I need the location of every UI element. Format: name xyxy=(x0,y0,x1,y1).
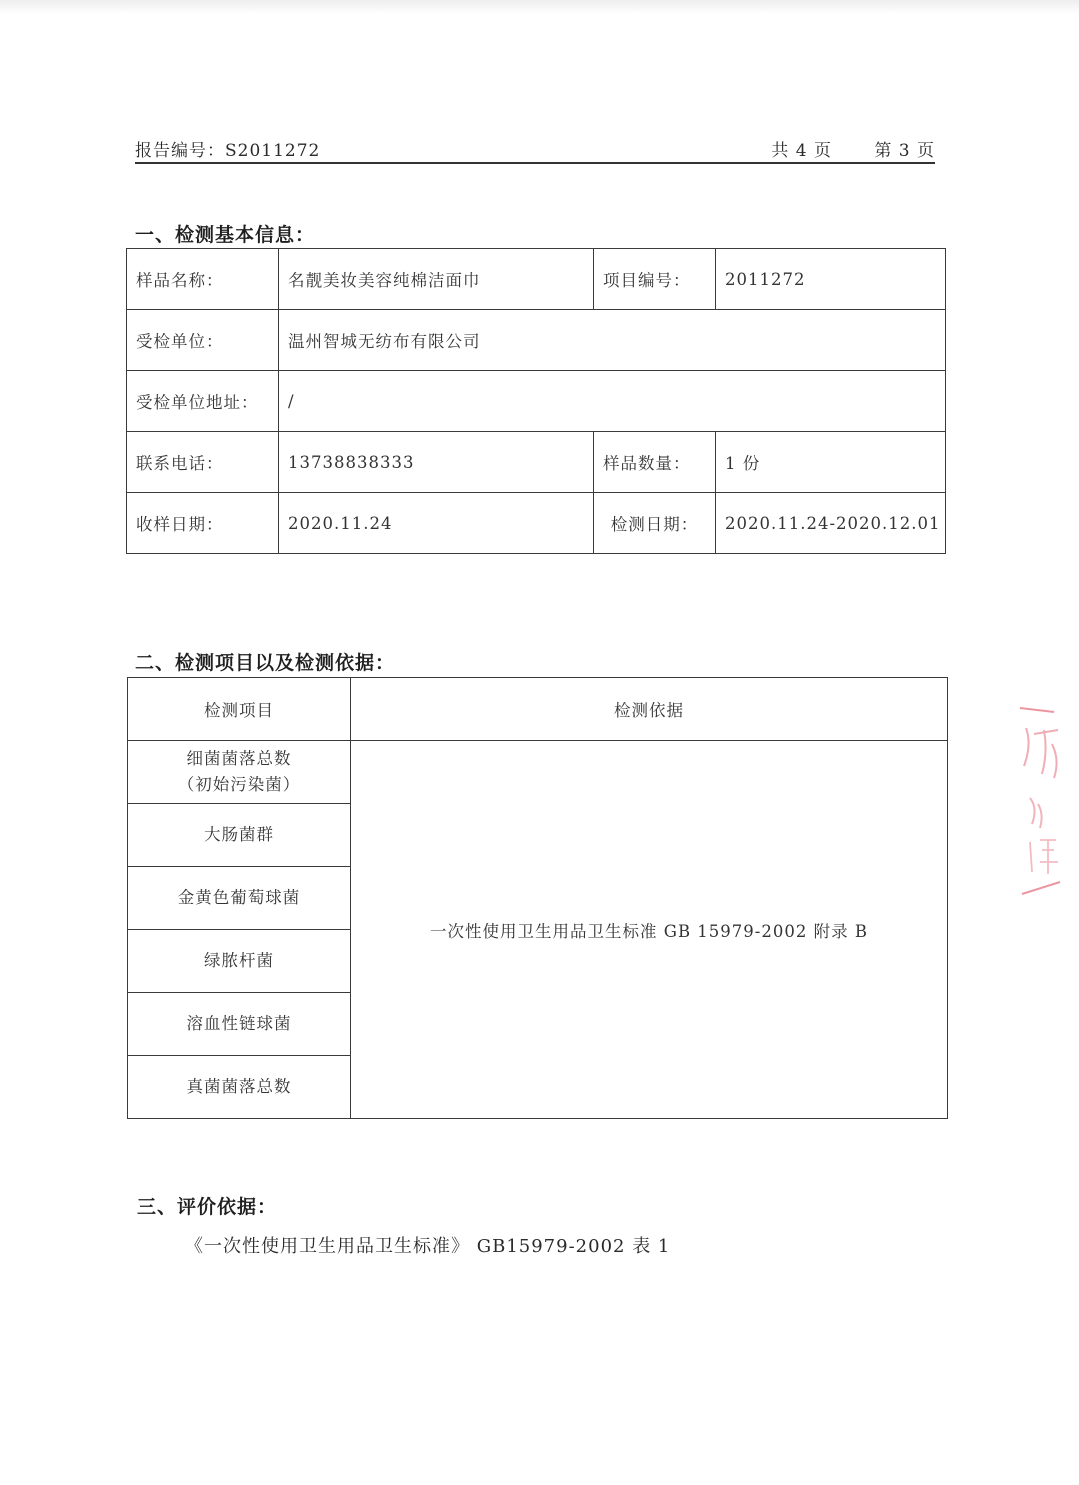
test-basis-cell: 一次性使用卫生用品卫生标准 GB 15979-2002 附录 B xyxy=(351,741,948,1119)
phone-label: 联系电话： xyxy=(127,432,279,493)
table-header-row xyxy=(128,678,948,741)
column-header-item: 检测项目 xyxy=(128,678,351,741)
test-items-table xyxy=(127,677,948,1119)
table-row xyxy=(127,310,946,371)
test-item-pseudomonas: 绿脓杆菌 xyxy=(128,930,351,993)
seal-stamp-image xyxy=(1014,704,1074,899)
scan-edge xyxy=(0,0,1079,14)
quantity-label: 样品数量： xyxy=(594,432,716,493)
test-item-coliforms: 大肠菌群 xyxy=(128,804,351,867)
section-evaluation-title: 三、评价依据： xyxy=(137,1196,278,1218)
client-label: 受检单位： xyxy=(127,310,279,371)
test-date-label: 检测日期： xyxy=(594,493,716,554)
table-row xyxy=(127,432,946,493)
basic-info-table xyxy=(126,248,946,554)
section-basic-info-title: 一、检测基本信息： xyxy=(135,224,316,246)
table-row xyxy=(127,493,946,554)
evaluation-basis-text: 《一次性使用卫生用品卫生标准》 GB15979-2002 表 1 xyxy=(185,1236,671,1257)
column-header-basis: 检测依据 xyxy=(351,678,948,741)
table-row xyxy=(127,371,946,432)
stamp-graphic xyxy=(1014,704,1074,899)
receive-date-value: 2020.11.24 xyxy=(279,493,594,554)
sample-name-value: 名靓美妆美容纯棉洁面巾 xyxy=(279,249,594,310)
table-row xyxy=(127,249,946,310)
section-test-items-title: 二、检测项目以及检测依据： xyxy=(135,652,396,674)
receive-date-label: 收样日期： xyxy=(127,493,279,554)
phone-value: 13738838333 xyxy=(279,432,594,493)
page-header xyxy=(135,136,935,164)
test-item-fungi: 真菌菌落总数 xyxy=(128,1056,351,1119)
project-no-value: 2011272 xyxy=(716,249,946,310)
test-item-staphylococcus: 金黄色葡萄球菌 xyxy=(128,867,351,930)
client-value: 温州智城无纺布有限公司 xyxy=(279,310,946,371)
current-page: 第 3 页 xyxy=(874,141,935,161)
report-number: 报告编号：S2011272 xyxy=(135,141,321,161)
table-row xyxy=(128,741,948,804)
test-item-total-bacteria xyxy=(128,741,351,804)
address-value: / xyxy=(279,371,946,432)
test-item-streptococcus: 溶血性链球菌 xyxy=(128,993,351,1056)
quantity-value: 1 份 xyxy=(716,432,946,493)
project-no-label: 项目编号： xyxy=(594,249,716,310)
total-pages: 共 4 页 xyxy=(771,141,832,161)
page-counter xyxy=(765,136,935,161)
sample-name-label: 样品名称： xyxy=(127,249,279,310)
address-label: 受检单位地址： xyxy=(127,371,279,432)
test-date-value: 2020.11.24-2020.12.01 xyxy=(716,493,946,554)
test-item-name: 细菌菌落总数 xyxy=(186,749,292,768)
test-item-note: （初始污染菌） xyxy=(177,775,301,794)
